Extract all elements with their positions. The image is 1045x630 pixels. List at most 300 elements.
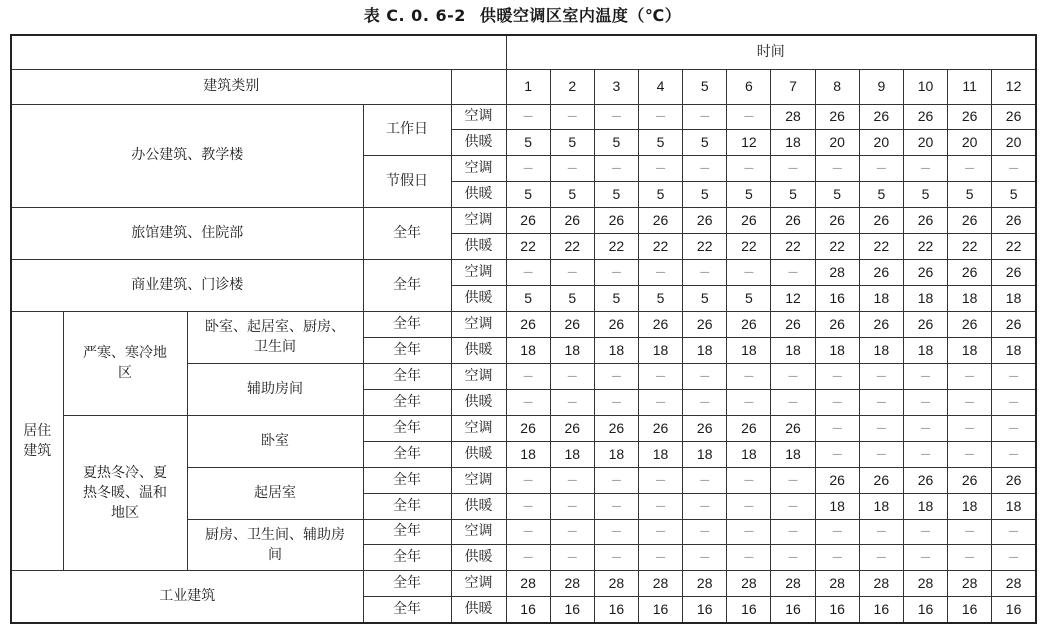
value-cell: 5 (727, 182, 771, 208)
value-cell: 18 (594, 441, 638, 467)
empty-value-cell: — (992, 363, 1036, 389)
mode-cell: 供暖 (451, 337, 506, 363)
empty-value-cell: — (859, 545, 903, 571)
table-row (11, 571, 1036, 597)
empty-value-cell: — (638, 260, 682, 286)
empty-value-cell: — (859, 441, 903, 467)
value-cell: 26 (683, 415, 727, 441)
value-cell: 18 (992, 337, 1036, 363)
value-cell: 18 (903, 337, 947, 363)
empty-value-cell: — (771, 156, 815, 182)
value-cell: 26 (815, 312, 859, 338)
value-cell: 18 (771, 130, 815, 156)
value-cell: 5 (506, 182, 550, 208)
table-body (11, 35, 1036, 623)
empty-value-cell: — (815, 545, 859, 571)
mode-cell: 空调 (451, 104, 506, 130)
value-cell: 12 (727, 130, 771, 156)
mode-cell: 供暖 (451, 545, 506, 571)
empty-value-cell: — (594, 260, 638, 286)
empty-value-cell: — (771, 545, 815, 571)
value-cell: 26 (550, 312, 594, 338)
building-category: 商业建筑、门诊楼 (11, 260, 363, 312)
empty-value-cell: — (594, 156, 638, 182)
empty-value-cell: — (506, 156, 550, 182)
value-cell: 18 (948, 286, 992, 312)
empty-value-cell: — (506, 493, 550, 519)
value-cell: 22 (903, 234, 947, 260)
empty-value-cell: — (550, 519, 594, 545)
value-cell: 18 (815, 337, 859, 363)
mode-cell: 空调 (451, 260, 506, 286)
mode-cell: 空调 (451, 156, 506, 182)
empty-value-cell: — (948, 415, 992, 441)
period-cell: 全年 (363, 337, 451, 363)
value-cell: 18 (638, 441, 682, 467)
table-caption (0, 3, 1045, 26)
period-cell: 全年 (363, 312, 451, 338)
value-cell: 26 (992, 467, 1036, 493)
value-cell: 5 (815, 182, 859, 208)
value-cell: 22 (683, 234, 727, 260)
period-cell: 全年 (363, 260, 451, 312)
value-cell: 28 (638, 571, 682, 597)
empty-value-cell: — (771, 389, 815, 415)
empty-value-cell: — (727, 545, 771, 571)
empty-value-cell: — (992, 389, 1036, 415)
mode-cell: 供暖 (451, 182, 506, 208)
value-cell: 22 (771, 234, 815, 260)
empty-value-cell: — (594, 467, 638, 493)
empty-value-cell: — (727, 519, 771, 545)
caption-label: 表 C. 0. 6-2 (363, 6, 466, 25)
value-cell: 5 (638, 286, 682, 312)
empty-value-cell: — (992, 519, 1036, 545)
period-cell: 节假日 (363, 156, 451, 208)
empty-value-cell: — (815, 156, 859, 182)
header-row-time (11, 35, 1036, 70)
empty-value-cell: — (550, 156, 594, 182)
month-header-11: 11 (948, 70, 992, 105)
mode-cell: 供暖 (451, 389, 506, 415)
value-cell: 5 (859, 182, 903, 208)
empty-value-cell: — (638, 467, 682, 493)
empty-value-cell: — (815, 519, 859, 545)
value-cell: 5 (683, 130, 727, 156)
value-cell: 26 (506, 312, 550, 338)
table-row (11, 260, 1036, 286)
value-cell: 20 (815, 130, 859, 156)
month-header-4: 4 (638, 70, 682, 105)
value-cell: 26 (594, 208, 638, 234)
mode-cell: 供暖 (451, 441, 506, 467)
value-cell: 16 (815, 286, 859, 312)
header-category: 建筑类别 (11, 70, 451, 105)
value-cell: 16 (771, 597, 815, 623)
value-cell: 16 (727, 597, 771, 623)
value-cell: 18 (771, 441, 815, 467)
empty-value-cell: — (550, 104, 594, 130)
value-cell: 5 (638, 130, 682, 156)
empty-value-cell: — (903, 156, 947, 182)
value-cell: 26 (815, 467, 859, 493)
month-header-9: 9 (859, 70, 903, 105)
value-cell: 28 (550, 571, 594, 597)
value-cell: 5 (550, 286, 594, 312)
value-cell: 5 (506, 286, 550, 312)
value-cell: 26 (506, 415, 550, 441)
value-cell: 28 (948, 571, 992, 597)
value-cell: 18 (859, 286, 903, 312)
value-cell: 5 (727, 286, 771, 312)
value-cell: 26 (815, 104, 859, 130)
period-cell: 全年 (363, 493, 451, 519)
empty-value-cell: — (638, 156, 682, 182)
period-cell: 全年 (363, 571, 451, 597)
value-cell: 16 (683, 597, 727, 623)
period-cell: 全年 (363, 441, 451, 467)
room-type: 卧室 (187, 415, 363, 467)
table-row (11, 415, 1036, 441)
value-cell: 5 (683, 286, 727, 312)
period-cell: 全年 (363, 415, 451, 441)
value-cell: 18 (506, 441, 550, 467)
empty-value-cell: — (992, 415, 1036, 441)
value-cell: 26 (506, 208, 550, 234)
month-header-12: 12 (992, 70, 1036, 105)
value-cell: 16 (506, 597, 550, 623)
value-cell: 18 (859, 337, 903, 363)
mode-cell: 空调 (451, 363, 506, 389)
empty-value-cell: — (771, 260, 815, 286)
empty-value-cell: — (903, 545, 947, 571)
value-cell: 26 (859, 208, 903, 234)
value-cell: 5 (506, 130, 550, 156)
empty-value-cell: — (727, 156, 771, 182)
value-cell: 20 (859, 130, 903, 156)
month-header-5: 5 (683, 70, 727, 105)
value-cell: 22 (859, 234, 903, 260)
month-header-1: 1 (506, 70, 550, 105)
empty-value-cell: — (594, 389, 638, 415)
mode-cell: 供暖 (451, 234, 506, 260)
period-cell: 工作日 (363, 104, 451, 156)
value-cell: 26 (903, 467, 947, 493)
empty-value-cell: — (683, 519, 727, 545)
empty-value-cell: — (815, 441, 859, 467)
empty-value-cell: — (859, 519, 903, 545)
value-cell: 18 (815, 493, 859, 519)
value-cell: 18 (771, 337, 815, 363)
value-cell: 5 (638, 182, 682, 208)
empty-value-cell: — (859, 415, 903, 441)
empty-value-cell: — (638, 493, 682, 519)
room-type: 起居室 (187, 467, 363, 519)
empty-value-cell: — (550, 493, 594, 519)
period-cell: 全年 (363, 545, 451, 571)
value-cell: 26 (815, 208, 859, 234)
value-cell: 28 (859, 571, 903, 597)
period-cell: 全年 (363, 519, 451, 545)
value-cell: 16 (815, 597, 859, 623)
value-cell: 28 (506, 571, 550, 597)
value-cell: 5 (771, 182, 815, 208)
period-cell: 全年 (363, 389, 451, 415)
empty-value-cell: — (594, 363, 638, 389)
value-cell: 18 (683, 441, 727, 467)
value-cell: 28 (727, 571, 771, 597)
value-cell: 26 (771, 312, 815, 338)
value-cell: 26 (903, 312, 947, 338)
table-row (11, 312, 1036, 338)
value-cell: 16 (859, 597, 903, 623)
value-cell: 5 (903, 182, 947, 208)
empty-value-cell: — (859, 156, 903, 182)
empty-value-cell: — (903, 389, 947, 415)
empty-value-cell: — (550, 363, 594, 389)
value-cell: 5 (992, 182, 1036, 208)
building-category: 旅馆建筑、住院部 (11, 208, 363, 260)
value-cell: 26 (594, 415, 638, 441)
period-cell: 全年 (363, 363, 451, 389)
value-cell: 16 (948, 597, 992, 623)
empty-value-cell: — (683, 389, 727, 415)
value-cell: 16 (594, 597, 638, 623)
value-cell: 12 (771, 286, 815, 312)
value-cell: 16 (638, 597, 682, 623)
value-cell: 22 (550, 234, 594, 260)
empty-value-cell: — (727, 389, 771, 415)
value-cell: 26 (727, 208, 771, 234)
period-cell: 全年 (363, 597, 451, 623)
empty-value-cell: — (771, 493, 815, 519)
value-cell: 26 (948, 312, 992, 338)
period-cell: 全年 (363, 208, 451, 260)
month-header-10: 10 (903, 70, 947, 105)
empty-value-cell: — (683, 260, 727, 286)
room-type: 厨房、卫生间、辅助房间 (187, 519, 363, 571)
value-cell: 26 (948, 104, 992, 130)
value-cell: 26 (683, 312, 727, 338)
value-cell: 26 (903, 104, 947, 130)
value-cell: 26 (948, 467, 992, 493)
empty-value-cell: — (594, 493, 638, 519)
period-cell: 全年 (363, 467, 451, 493)
empty-value-cell: — (992, 545, 1036, 571)
value-cell: 26 (859, 260, 903, 286)
value-cell: 26 (683, 208, 727, 234)
value-cell: 18 (727, 441, 771, 467)
empty-value-cell: — (506, 389, 550, 415)
value-cell: 28 (815, 260, 859, 286)
mode-cell: 空调 (451, 415, 506, 441)
building-category: 居住建筑 (11, 312, 63, 571)
mode-cell: 空调 (451, 571, 506, 597)
empty-value-cell: — (638, 389, 682, 415)
value-cell: 16 (550, 597, 594, 623)
climate-zone: 夏热冬冷、夏热冬暖、温和地区 (63, 415, 187, 571)
empty-value-cell: — (594, 104, 638, 130)
empty-value-cell: — (859, 363, 903, 389)
empty-value-cell: — (992, 156, 1036, 182)
value-cell: 28 (771, 104, 815, 130)
empty-value-cell: — (683, 467, 727, 493)
value-cell: 18 (903, 493, 947, 519)
value-cell: 22 (815, 234, 859, 260)
empty-value-cell: — (727, 363, 771, 389)
empty-value-cell: — (903, 415, 947, 441)
value-cell: 5 (550, 182, 594, 208)
empty-value-cell: — (506, 467, 550, 493)
empty-value-cell: — (506, 545, 550, 571)
value-cell: 20 (903, 130, 947, 156)
table-row (11, 208, 1036, 234)
value-cell: 26 (727, 415, 771, 441)
temperature-table (10, 34, 1037, 624)
empty-value-cell: — (727, 493, 771, 519)
value-cell: 26 (771, 415, 815, 441)
mode-cell: 供暖 (451, 597, 506, 623)
empty-value-cell: — (683, 363, 727, 389)
value-cell: 18 (594, 337, 638, 363)
empty-value-cell: — (948, 156, 992, 182)
value-cell: 18 (859, 493, 903, 519)
empty-value-cell: — (550, 545, 594, 571)
value-cell: 16 (992, 597, 1036, 623)
empty-value-cell: — (506, 260, 550, 286)
value-cell: 28 (594, 571, 638, 597)
value-cell: 18 (992, 286, 1036, 312)
table-row (11, 104, 1036, 130)
empty-value-cell: — (992, 441, 1036, 467)
value-cell: 26 (859, 467, 903, 493)
empty-value-cell: — (638, 519, 682, 545)
empty-value-cell: — (859, 389, 903, 415)
mode-cell: 供暖 (451, 493, 506, 519)
caption-text: 供暖空调区室内温度（℃） (479, 6, 682, 25)
value-cell: 18 (683, 337, 727, 363)
value-cell: 26 (992, 312, 1036, 338)
value-cell: 18 (992, 493, 1036, 519)
value-cell: 26 (948, 260, 992, 286)
empty-value-cell: — (727, 104, 771, 130)
value-cell: 26 (903, 260, 947, 286)
empty-value-cell: — (815, 363, 859, 389)
header-row-months (11, 70, 1036, 105)
value-cell: 26 (992, 208, 1036, 234)
value-cell: 18 (506, 337, 550, 363)
value-cell: 18 (550, 337, 594, 363)
building-category: 工业建筑 (11, 571, 363, 623)
value-cell: 22 (992, 234, 1036, 260)
value-cell: 5 (683, 182, 727, 208)
value-cell: 18 (550, 441, 594, 467)
empty-value-cell: — (903, 363, 947, 389)
value-cell: 18 (638, 337, 682, 363)
value-cell: 18 (948, 337, 992, 363)
empty-value-cell: — (683, 104, 727, 130)
header-time: 时间 (506, 35, 1036, 70)
mode-cell: 供暖 (451, 286, 506, 312)
header-blank-mode (451, 70, 506, 105)
empty-value-cell: — (594, 545, 638, 571)
value-cell: 26 (859, 312, 903, 338)
value-cell: 26 (638, 208, 682, 234)
value-cell: 26 (948, 208, 992, 234)
empty-value-cell: — (727, 260, 771, 286)
climate-zone: 严寒、寒冷地区 (63, 312, 187, 416)
month-header-2: 2 (550, 70, 594, 105)
value-cell: 26 (903, 208, 947, 234)
empty-value-cell: — (550, 260, 594, 286)
value-cell: 26 (550, 208, 594, 234)
value-cell: 5 (550, 130, 594, 156)
value-cell: 28 (992, 571, 1036, 597)
empty-value-cell: — (771, 519, 815, 545)
value-cell: 18 (727, 337, 771, 363)
value-cell: 26 (638, 415, 682, 441)
value-cell: 26 (550, 415, 594, 441)
value-cell: 22 (948, 234, 992, 260)
value-cell: 26 (594, 312, 638, 338)
empty-value-cell: — (948, 545, 992, 571)
value-cell: 18 (948, 493, 992, 519)
value-cell: 26 (727, 312, 771, 338)
value-cell: 20 (992, 130, 1036, 156)
empty-value-cell: — (815, 415, 859, 441)
mode-cell: 空调 (451, 519, 506, 545)
empty-value-cell: — (683, 156, 727, 182)
value-cell: 5 (594, 286, 638, 312)
value-cell: 28 (903, 571, 947, 597)
mode-cell: 空调 (451, 208, 506, 234)
empty-value-cell: — (903, 519, 947, 545)
mode-cell: 空调 (451, 312, 506, 338)
empty-value-cell: — (948, 441, 992, 467)
value-cell: 20 (948, 130, 992, 156)
value-cell: 5 (594, 182, 638, 208)
empty-value-cell: — (594, 519, 638, 545)
empty-value-cell: — (948, 363, 992, 389)
value-cell: 26 (771, 208, 815, 234)
empty-value-cell: — (638, 363, 682, 389)
empty-value-cell: — (771, 467, 815, 493)
mode-cell: 空调 (451, 467, 506, 493)
value-cell: 28 (815, 571, 859, 597)
empty-value-cell: — (506, 104, 550, 130)
value-cell: 26 (992, 260, 1036, 286)
value-cell: 28 (683, 571, 727, 597)
value-cell: 26 (638, 312, 682, 338)
empty-value-cell: — (771, 363, 815, 389)
month-header-8: 8 (815, 70, 859, 105)
empty-value-cell: — (506, 363, 550, 389)
empty-value-cell: — (550, 467, 594, 493)
value-cell: 26 (992, 104, 1036, 130)
empty-value-cell: — (550, 389, 594, 415)
value-cell: 22 (638, 234, 682, 260)
empty-value-cell: — (948, 519, 992, 545)
empty-value-cell: — (683, 545, 727, 571)
value-cell: 22 (594, 234, 638, 260)
month-header-3: 3 (594, 70, 638, 105)
room-type: 卧室、起居室、厨房、卫生间 (187, 312, 363, 364)
empty-value-cell: — (815, 389, 859, 415)
empty-value-cell: — (638, 104, 682, 130)
month-header-7: 7 (771, 70, 815, 105)
value-cell: 22 (727, 234, 771, 260)
value-cell: 26 (859, 104, 903, 130)
